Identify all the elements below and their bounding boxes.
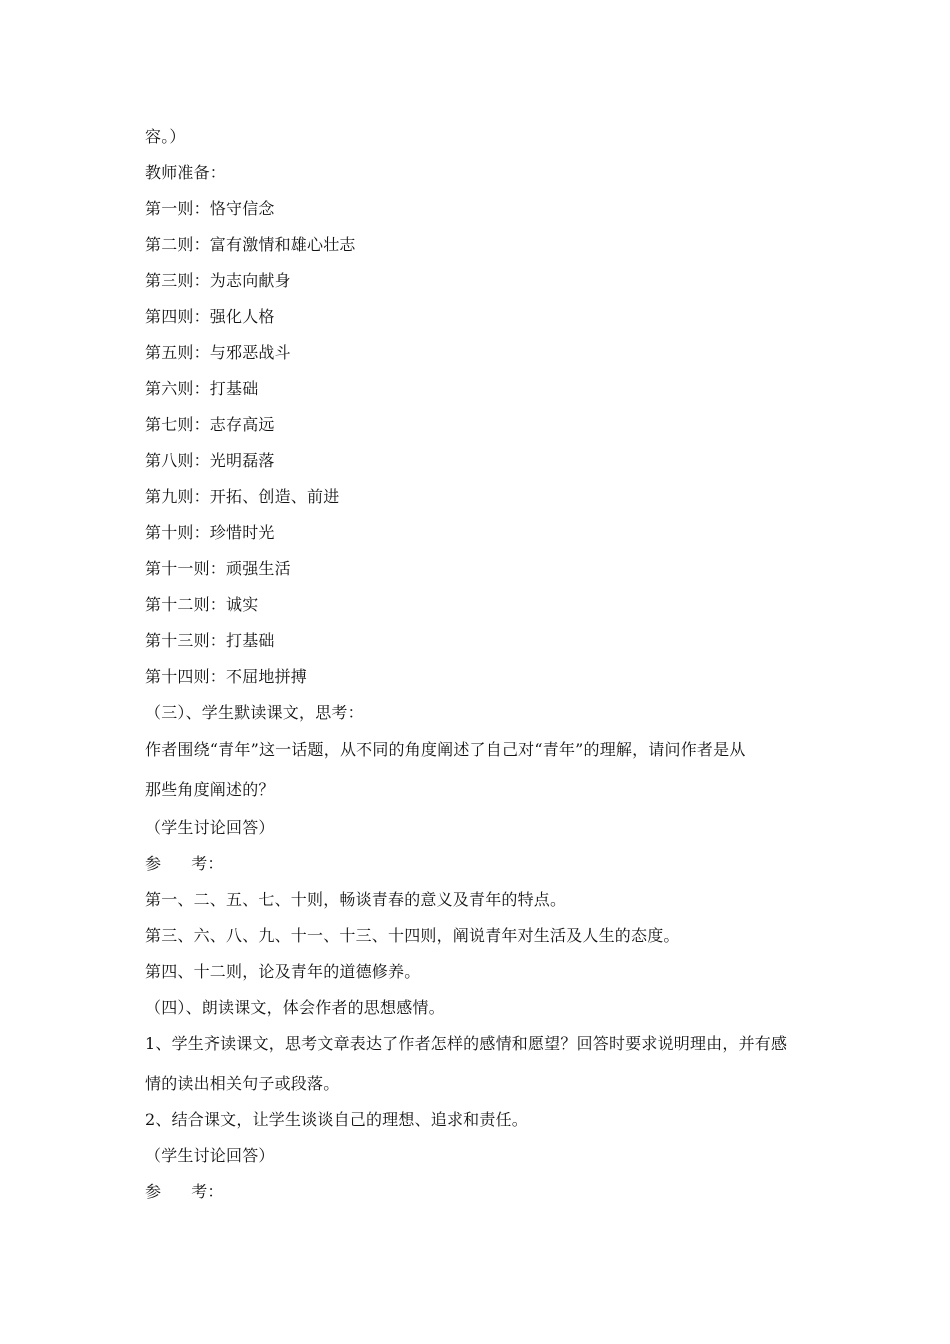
- text-line: 第十则：珍惜时光: [145, 523, 275, 542]
- text-line: 第五则：与邪恶战斗: [145, 343, 291, 362]
- text-line: 作者围绕“青年”这一话题，从不同的角度阐述了自己对“青年”的理解，请问作者是从: [145, 740, 746, 759]
- text-line: 第四、十二则，论及青年的道德修养。: [145, 962, 421, 981]
- reference-label-part1: 参: [145, 1182, 162, 1201]
- text-line: 第十四则：不屈地拼搏: [145, 667, 308, 686]
- text-line: 教师准备：: [145, 163, 227, 182]
- text-line: 第三、六、八、九、十一、十三、十四则，阐说青年对生活及人生的态度。: [145, 926, 680, 945]
- reference-label: [145, 1182, 224, 1202]
- reference-label-part2: 考：: [191, 854, 224, 873]
- text-line: 第三则：为志向献身: [145, 271, 291, 290]
- text-line: 第一则：恪守信念: [145, 199, 275, 218]
- text-line: 第九则：开拓、创造、前进: [145, 487, 340, 506]
- text-line: 第十一则：顽强生活: [145, 559, 291, 578]
- reference-label-part2: 考：: [191, 1182, 224, 1201]
- text-line: 第十三则：打基础: [145, 631, 275, 650]
- text-line: 那些角度阐述的？: [145, 780, 275, 799]
- text-line: 1、学生齐读课文，思考文章表达了作者怎样的感情和愿望？回答时要求说明理由，并有感: [145, 1034, 788, 1053]
- reference-label: [145, 854, 224, 874]
- text-line: 第七则：志存高远: [145, 415, 275, 434]
- text-line: 第六则：打基础: [145, 379, 259, 398]
- text-line: 第四则：强化人格: [145, 307, 275, 326]
- text-line: （学生讨论回答）: [145, 818, 275, 837]
- text-line: 第八则：光明磊落: [145, 451, 275, 470]
- text-line: （学生讨论回答）: [145, 1146, 275, 1165]
- text-line: 第二则：富有激情和雄心壮志: [145, 235, 356, 254]
- text-line: 第一、二、五、七、十则，畅谈青春的意义及青年的特点。: [145, 890, 567, 909]
- text-line: 2、结合课文，让学生谈谈自己的理想、追求和责任。: [145, 1110, 528, 1129]
- text-line: 第十二则：诚实: [145, 595, 259, 614]
- section-heading: （三）、学生默读课文，思考：: [145, 703, 364, 722]
- text-line: 容。）: [145, 127, 186, 146]
- reference-label-part1: 参: [145, 854, 162, 873]
- text-line: 情的读出相关句子或段落。: [145, 1074, 340, 1093]
- section-heading: （四）、朗读课文，体会作者的思想感情。: [145, 998, 445, 1017]
